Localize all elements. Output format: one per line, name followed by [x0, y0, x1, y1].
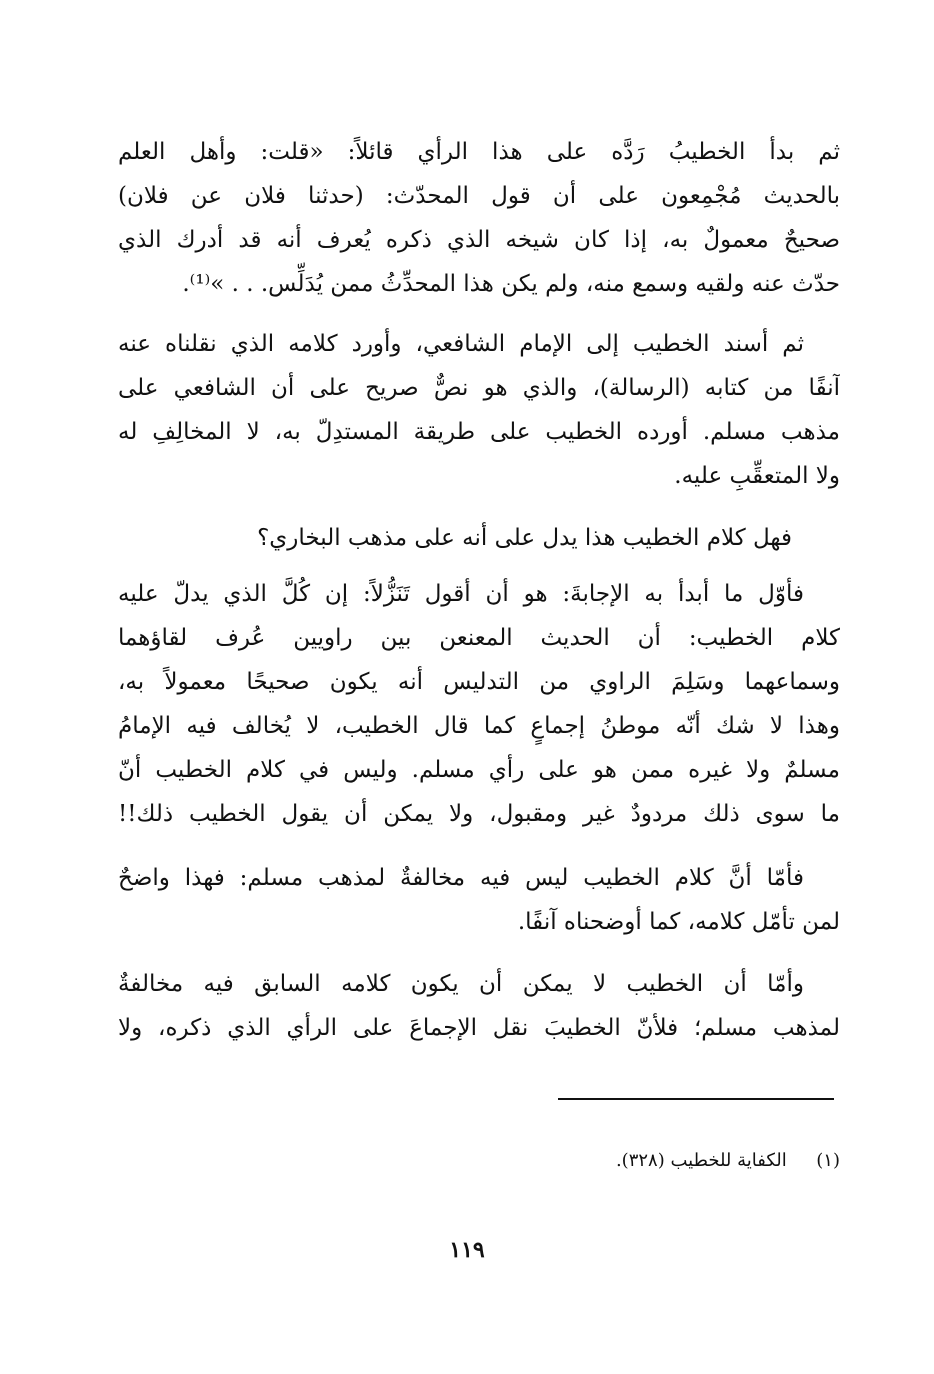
text-line: وأمّا أن الخطيب لا يمكن أن يكون كلامه السابق فيه مخالفةٌ [118, 971, 804, 997]
text-line: مذهب مسلم. أورده الخطيب على طريقة المستدِلّ به، لا المخالِفِ له [118, 419, 840, 445]
text-line: صحيحٌ معمولٌ به، إذا كان شيخه الذي ذكره يُعرف أنه قد أدرك الذي [118, 227, 840, 253]
text-line: وهذا لا شك أنّه موطنُ إجماعٍ كما قال الخطيب، لا يُخالف فيه الإمامُ [118, 713, 840, 739]
footnote-separator [558, 1098, 834, 1100]
text-line: آنفًا من كتابه (الرسالة)، والذي هو نصٌّ صريح على أن الشافعي على [118, 375, 840, 401]
paragraph-4 [118, 572, 840, 836]
text-line: فهل كلام الخطيب هذا يدل على أنه على مذهب البخاري؟ [257, 525, 792, 551]
text-line: فأمّا أنَّ كلام الخطيب ليس فيه مخالفةٌ لمذهب مسلم: فهذا واضحٌ [118, 865, 804, 891]
text-line: كلام الخطيب: أن الحديث المعنعن بين راويين عُرف لقاؤهما [118, 625, 840, 651]
paragraph-6 [118, 962, 840, 1050]
footnote [300, 1146, 840, 1176]
text-line: لمن تأمّل كلامه، كما أوضحناه آنفًا. [517, 909, 840, 935]
text-line: ثم بدأ الخطيبُ رَدَّه على هذا الرأي قائلاً: «قلت: وأهل العلم [118, 139, 840, 165]
text-line: ثم أسند الخطيب إلى الإمام الشافعي، وأورد كلامه الذي نقلناه عنه [118, 331, 804, 357]
text-line: وسماعهما وسَلِمَ الراوي من التدليس أنه يكون صحيحًا معمولاً به، [118, 669, 840, 695]
paragraph-1 [118, 130, 840, 306]
text-line: ما سوى ذلك مردودٌ غير ومقبول، ولا يمكن أن يقول الخطيب ذلك!! [118, 801, 840, 827]
paragraph-3 [118, 516, 840, 560]
text-line: لمذهب مسلم؛ فلأنّ الخطيبَ نقل الإجماعَ على الرأي الذي ذكره، ولا [118, 1015, 840, 1041]
paragraph-5 [118, 856, 840, 944]
text-line: فأوّل ما أبدأ به الإجابةَ: هو أن أقول تَنَزُّلاً: إن كُلَّ الذي يدلّ عليه [118, 581, 804, 607]
footnote-number: (١) [816, 1150, 840, 1171]
text-line: حدّث عنه ولقيه وسمع منه، ولم يكن هذا المحدِّثُ ممن يُدَلِّس. . . »⁽¹⁾. [182, 271, 840, 297]
paragraph-2 [118, 322, 840, 498]
text-line: مسلمٌ ولا غيره ممن هو على رأي مسلم. وليس في كلام الخطيب أنّ [118, 757, 840, 783]
footnote-text: الكفاية للخطيب (٣٢٨). [615, 1150, 787, 1171]
page-number: ١١٩ [449, 1237, 485, 1263]
text-line: بالحديث مُجْمِعون على أن قول المحدّث: (حدثنا فلان عن فلان) [118, 183, 840, 209]
text-line: ولا المتعقِّبِ عليه. [674, 463, 840, 489]
